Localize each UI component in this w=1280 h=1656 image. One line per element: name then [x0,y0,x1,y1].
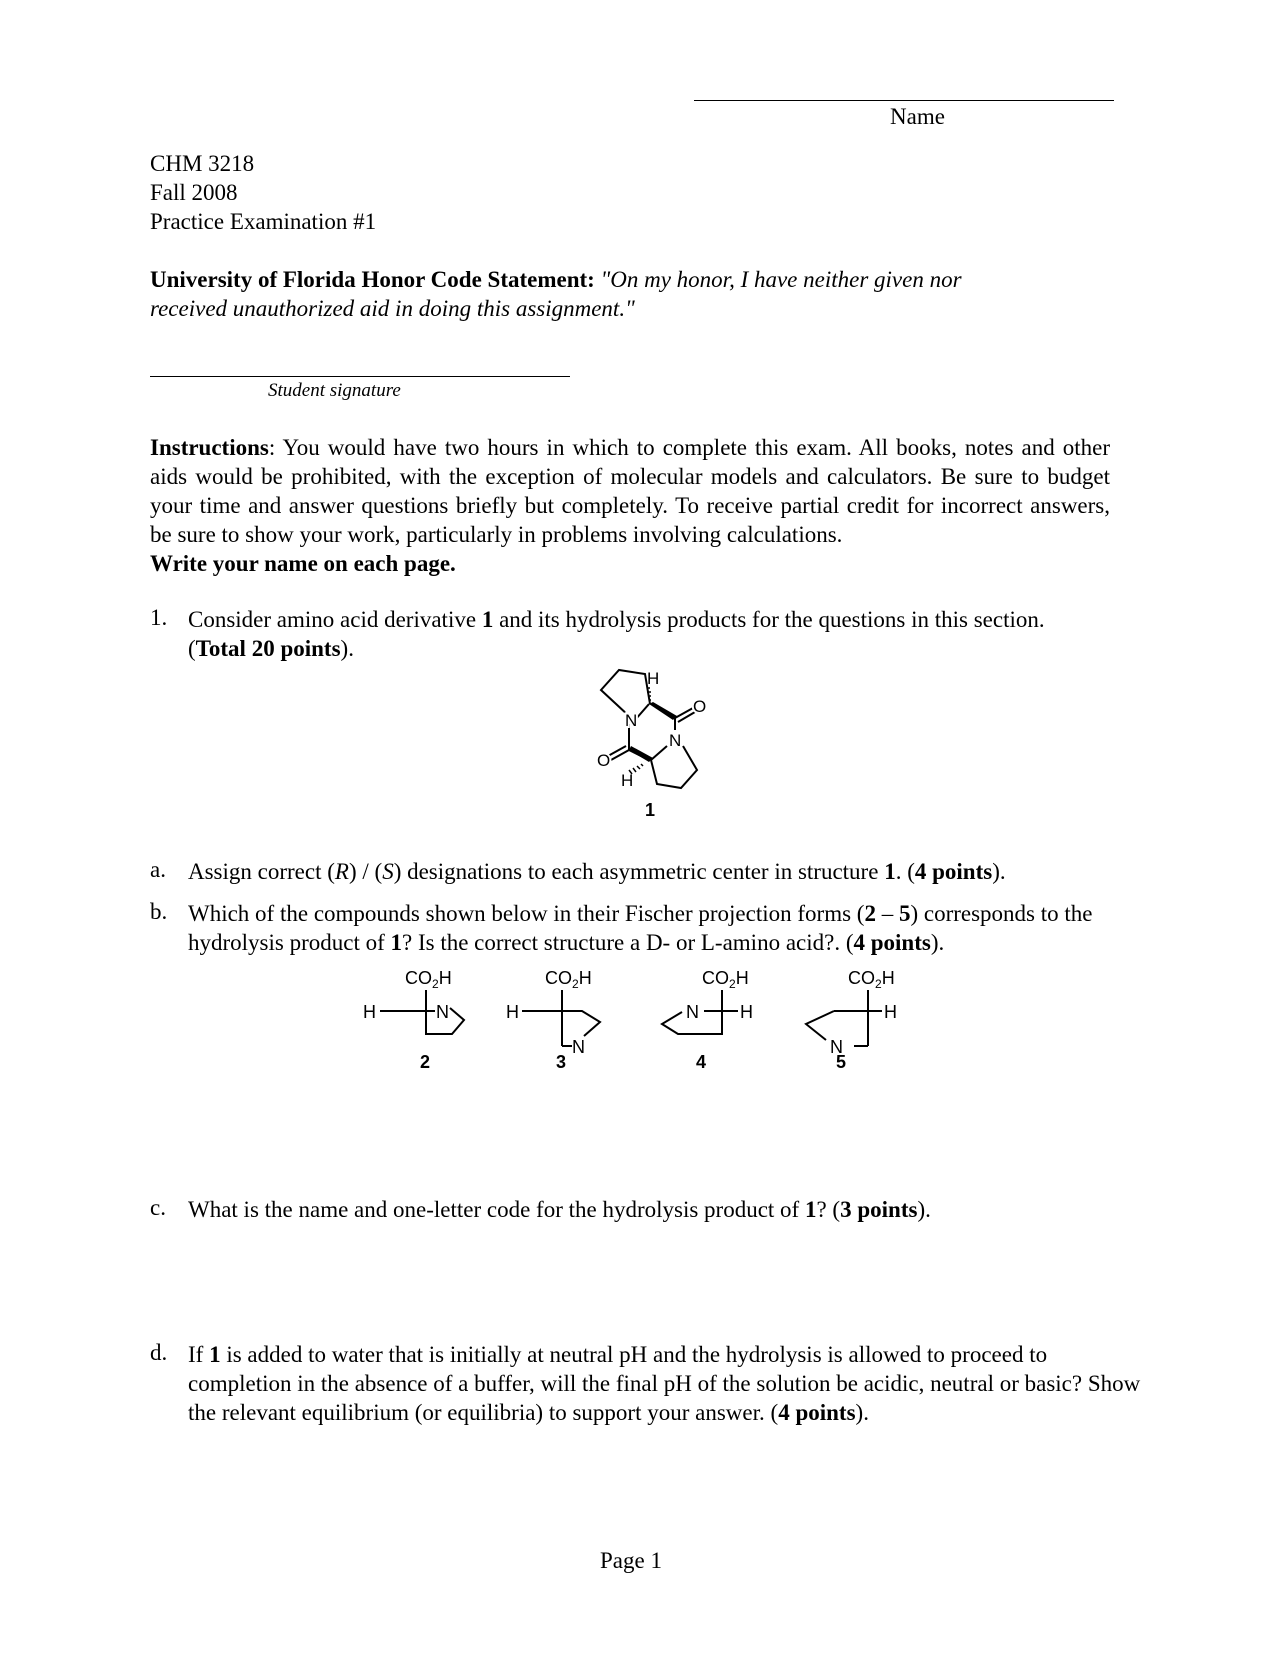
instructions [150,433,1110,578]
wedge-top [649,702,677,720]
qc-text [188,1195,1148,1224]
ring-bottom-bonds [651,746,697,788]
compound-1-label: 1 [645,800,656,820]
qa-t3: ) designations to each asymmetric center in structure [393,859,885,884]
honor-statement [150,265,1110,323]
qb-t1: Which of the compounds shown below in their Fischer projection forms ( [188,901,865,926]
qb-t3: ? Is the correct structure a D- or L-amino acid?. ( [402,930,854,955]
fischer-projections [360,962,920,1082]
atom-o-right: O [693,697,707,716]
qa-points: 4 points [914,859,993,884]
fischer-5-co2h: $CO_2H$ [848,968,895,991]
q1-compound: 1 [481,607,494,632]
q1-number: 1. [150,605,168,630]
atom-o-left: O [597,751,611,770]
fischer-3 [506,968,600,1072]
atom-n-top: N [625,711,638,730]
ring-top-bonds [601,670,650,716]
qd-letter: d. [150,1340,168,1365]
name-line [694,100,1114,101]
qa-t4: . ( [895,859,915,884]
honor-text-line1: "On my honor, I have neither given nor [600,267,962,292]
signature-label: Student signature [268,380,401,401]
qd-t2: is added to water that is initially at neutral pH and the hydrolysis is allowed to proceed to completion in the absence of a buffer, will the final pH of the solution be acidic, neutral or basic? Show the relevant equilibrium (or equilibria) to support your answer. ( [188,1342,1141,1425]
instructions-bold-line: Write your name on each page. [150,551,456,576]
q1-text-b: and its hydrolysis products for the questions in this section. [493,607,1045,632]
fischer-5-n: N [830,1037,843,1057]
qa-r: R [334,859,349,884]
qb-range-start: 2 [864,901,876,926]
qb-letter: b. [150,899,168,924]
wedge-bottom [629,746,653,762]
fischer-3-h: H [506,1002,519,1022]
qb-points: 4 points [853,930,931,955]
q1-total-close: ). [340,636,354,661]
qa-t5: ). [992,859,1006,884]
qa-compound: 1 [884,859,896,884]
bond-carbonyl-left-b [608,746,626,756]
q1-total-open: ( [188,636,196,661]
structure-1-diagram [585,660,725,820]
fischer-4-h: H [740,1002,753,1022]
atom-h-bottom: H [621,771,634,790]
qb-range-end: 5 [898,901,911,926]
fischer-3-ring [562,1011,600,1036]
honor-label: University of Florida Honor Code Statement: [150,267,595,292]
compound-3-label: 3 [556,1052,567,1072]
fischer-4-n: N [686,1002,699,1022]
fischer-2-n: N [436,1002,449,1022]
bond-c-nbottom2 [651,746,667,760]
fischer-3-co2h: $CO_2H$ [545,968,592,991]
q1-total: Total 20 points [195,636,341,661]
compound-2-label: 2 [420,1052,431,1072]
atom-n-bottom: N [669,731,682,750]
fischer-2-co2h: $CO_2H$ [405,968,452,991]
qd-text [188,1340,1148,1427]
qa-text [188,857,1148,886]
bond-carbonyl-right-a [675,708,693,718]
fischer-5-ring [806,1011,834,1040]
compound-4-label: 4 [696,1052,707,1072]
signature-line [150,376,570,377]
qa-t2: ) / ( [348,859,383,884]
name-label: Name [890,104,945,129]
fischer-3-n: N [572,1037,585,1057]
compound-5-label: 5 [836,1052,847,1072]
term: Fall 2008 [150,180,238,205]
fischer-2-h: H [363,1002,376,1022]
qd-points: 4 points [778,1400,856,1425]
qa-s: S [382,859,394,884]
qb-dash: – [875,901,899,926]
qc-compound: 1 [804,1197,817,1222]
qb-t2: ) corresponds to the hydrolysis product of [188,901,1093,955]
qc-letter: c. [150,1195,166,1220]
fischer-5-h: H [884,1002,897,1022]
qb-text [188,899,1148,957]
fischer-2 [363,968,464,1072]
qc-t1: What is the name and one-letter code for the hydrolysis product of [188,1197,805,1222]
qd-compound: 1 [209,1342,221,1367]
q1-text [188,605,1148,663]
instructions-label: Instructions [150,435,269,460]
qb-compound: 1 [390,930,403,955]
qa-t1: Assign correct ( [188,859,335,884]
qd-t3: ). [855,1400,869,1425]
fischer-4-co2h: $CO_2H$ [702,968,749,991]
fischer-5 [806,968,897,1072]
page-number: Page 1 [600,1548,662,1573]
honor-text-line2: received unauthorized aid in doing this assignment." [150,296,635,321]
qc-t2: ? ( [816,1197,841,1222]
qc-points: 3 points [840,1197,918,1222]
qc-t3: ). [917,1197,931,1222]
course-code: CHM 3218 [150,151,255,176]
bond-carbonyl-left-a [611,750,629,760]
qa-letter: a. [150,857,166,882]
exam-title: Practice Examination #1 [150,209,377,234]
qb-t4: ). [930,930,945,955]
q1-text-a: Consider amino acid derivative [188,607,482,632]
qd-t1: If [188,1342,210,1367]
atom-h-top: H [647,669,660,688]
fischer-4 [662,968,753,1072]
instructions-text: : You would have two hours in which to complete this exam. All books, notes and other aids would be prohibited, with the exception of molecular models and calculators. Be sure to budget your time and answer questions briefly but completely. To receive partial credit for incorrect answers, be sure to show your work, particularly in problems involving calculations. [150,435,1110,547]
